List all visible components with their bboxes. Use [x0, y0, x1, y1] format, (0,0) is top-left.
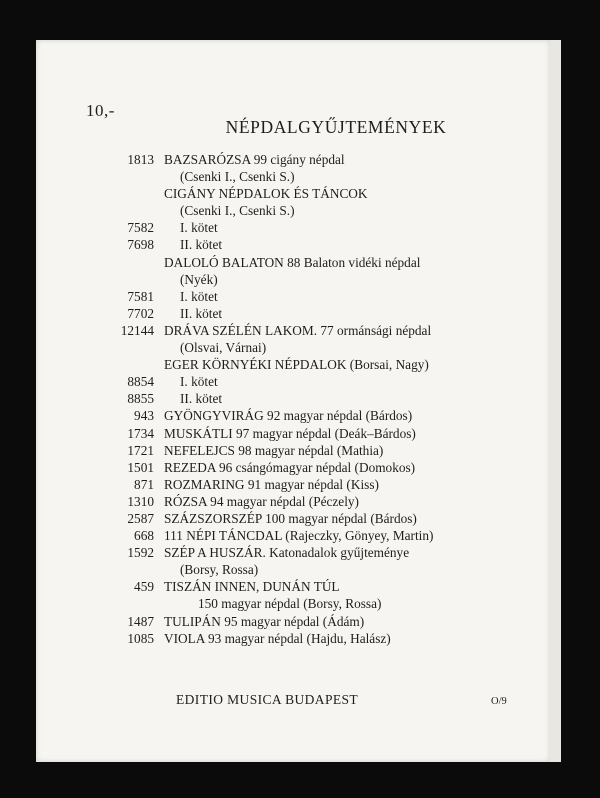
- catalog-entry-text: 150 magyar népdal (Borsy, Rossa): [198, 596, 382, 612]
- catalog-entry-text: ROZMARING 91 magyar népdal (Kiss): [164, 476, 379, 492]
- catalog-number: 12144: [120, 322, 154, 338]
- catalog-row: [86, 459, 546, 476]
- catalog-entry-text: CIGÁNY NÉPDALOK ÉS TÁNCOK: [164, 186, 368, 202]
- catalog-entry-text: BAZSARÓZSA 99 cigány népdal: [164, 152, 345, 167]
- catalog-row: [86, 544, 546, 561]
- catalog-row: [86, 339, 546, 356]
- catalog-entry-text: II. kötet: [180, 237, 223, 253]
- catalog-entry-text: EGER KÖRNYÉKI NÉPDALOK (Borsai, Nagy): [164, 357, 429, 373]
- catalog-heading: NÉPDALGYŰJTEMÉNYEK: [225, 117, 447, 137]
- catalog-number: 7698: [127, 237, 154, 253]
- catalog-number: 1501: [127, 459, 154, 475]
- catalog-number: 7582: [127, 220, 154, 236]
- catalog-row: [86, 493, 546, 510]
- catalog-entry-text: DRÁVA SZÉLÉN LAKOM. 77 ormánsági népdal: [164, 322, 432, 338]
- catalog-number: 1734: [127, 425, 154, 441]
- catalog-entry-text: SZÉP A HUSZÁR. Katonadalok gyűjteménye: [164, 545, 410, 561]
- catalog-entry-text: (Nyék): [180, 271, 218, 287]
- catalog-row: [86, 271, 546, 288]
- catalog-row: [86, 236, 546, 253]
- catalog-entry-text: TULIPÁN 95 magyar népdal (Ádám): [164, 613, 365, 629]
- catalog-row: [86, 578, 546, 595]
- publisher-name: EDITIO MUSICA BUDAPEST: [176, 692, 359, 707]
- catalog-row: [86, 322, 546, 339]
- catalog-number: 7581: [127, 288, 154, 304]
- catalog-number: 1813: [127, 152, 154, 167]
- catalog-row: [86, 407, 546, 424]
- catalog-entry-text: II. kötet: [180, 391, 223, 407]
- catalog-row: [86, 254, 546, 271]
- catalog-entry-text: I. kötet: [180, 220, 218, 236]
- catalog-number: 8854: [127, 374, 154, 390]
- catalog-row: [86, 595, 546, 612]
- catalog-entry-text: NEFELEJCS 98 magyar népdal (Mathia): [164, 442, 384, 458]
- back-cover: [36, 40, 550, 762]
- catalog-row: [86, 630, 546, 647]
- catalog-entry-text: MUSKÁTLI 97 magyar népdal (Deák–Bárdos): [164, 425, 416, 441]
- catalog-number: 668: [134, 528, 154, 544]
- catalog-row: [86, 185, 546, 202]
- catalog-number: 8855: [127, 391, 154, 407]
- catalog-entry-text: II. kötet: [180, 305, 223, 321]
- price-label: 10,-: [86, 101, 115, 120]
- catalog-row: [86, 288, 546, 305]
- catalog-row: [86, 425, 546, 442]
- catalog-entry-text: I. kötet: [180, 374, 218, 390]
- catalog-entry-text: GYÖNGYVIRÁG 92 magyar népdal (Bárdos): [164, 408, 413, 424]
- catalog-entry-text: SZÁZSZORSZÉP 100 magyar népdal (Bárdos): [164, 510, 417, 526]
- catalog-entry-text: TISZÁN INNEN, DUNÁN TÚL: [164, 579, 340, 595]
- catalog-entry-text: 111 NÉPI TÁNCDAL (Rajeczky, Gönyey, Martin): [164, 528, 434, 544]
- catalog-row: [86, 561, 546, 578]
- catalog-number: 1592: [127, 545, 154, 561]
- catalog-number: 1085: [127, 630, 154, 646]
- catalog-row: [86, 356, 546, 373]
- catalog-entry-text: DALOLÓ BALATON 88 Balaton vidéki népdal: [164, 254, 421, 270]
- catalog-row: [86, 202, 546, 219]
- catalog-code: O/9: [491, 696, 507, 707]
- catalog-row: [86, 476, 546, 493]
- catalog-number: 871: [134, 476, 154, 492]
- catalog-number: 1721: [127, 442, 154, 458]
- catalog-row: [86, 219, 546, 236]
- catalog-entry-text: (Csenki I., Csenki S.): [180, 169, 295, 185]
- catalog-number: 943: [134, 408, 154, 424]
- catalog-list: [86, 151, 546, 647]
- catalog-entry-text: (Csenki I., Csenki S.): [180, 203, 295, 219]
- catalog-row: [86, 168, 546, 185]
- catalog-number: 1487: [127, 613, 154, 629]
- catalog-number: 7702: [127, 305, 154, 321]
- catalog-entry-text: REZEDA 96 csángómagyar népdal (Domokos): [164, 459, 416, 475]
- catalog-number: 2587: [127, 510, 154, 526]
- catalog-row: [86, 373, 546, 390]
- catalog-entry-text: VIOLA 93 magyar népdal (Hajdu, Halász): [164, 630, 391, 646]
- catalog-row: [86, 151, 546, 168]
- catalog-row: [86, 390, 546, 407]
- catalog-entry-text: I. kötet: [180, 288, 218, 304]
- catalog-row: [86, 527, 546, 544]
- catalog-number: 1310: [127, 493, 154, 509]
- catalog-row: [86, 613, 546, 630]
- catalog-row: [86, 442, 546, 459]
- catalog-number: 459: [134, 579, 154, 595]
- catalog-row: [86, 305, 546, 322]
- catalog-entry-text: (Olsvai, Várnai): [180, 340, 267, 356]
- catalog-entry-text: (Borsy, Rossa): [180, 562, 259, 578]
- catalog-row: [86, 510, 546, 527]
- catalog-entry-text: RÓZSA 94 magyar népdal (Péczely): [164, 493, 359, 509]
